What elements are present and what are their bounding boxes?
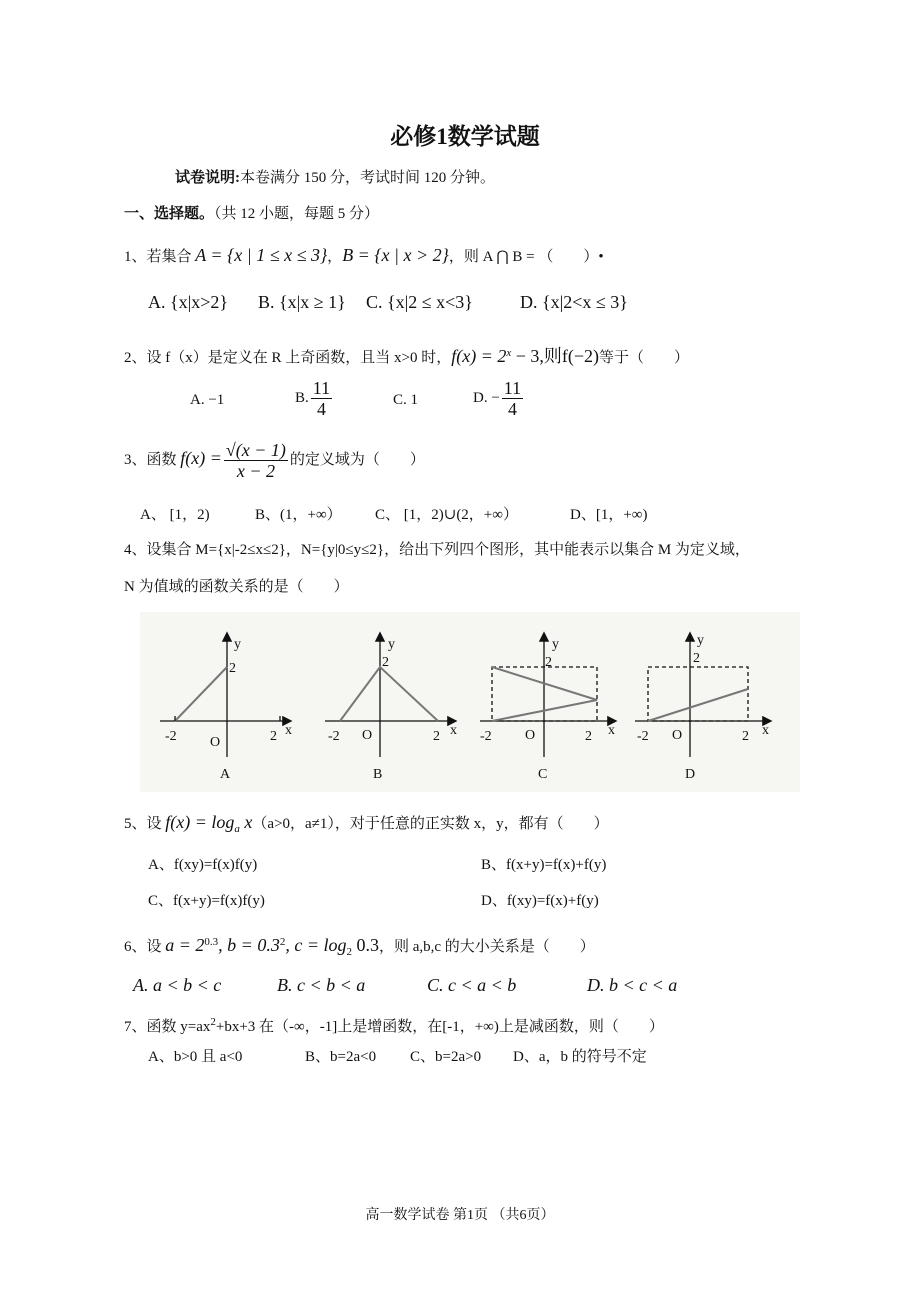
q3-lhs: f(x) =	[180, 447, 222, 468]
graph-b-tick-pos: 2	[433, 729, 440, 744]
graph-d-tick-y: 2	[693, 651, 700, 666]
q2-option-b-label: B.	[295, 389, 309, 406]
denominator: 4	[507, 399, 517, 419]
section-label: 一、选择题。	[124, 206, 215, 222]
graph-d-label: D	[685, 767, 696, 782]
note-text: 本卷满分 150 分，考试时间 120 分钟。	[240, 170, 496, 186]
graph-b-label: B	[373, 767, 383, 782]
question-4-line-2: N 为值域的函数关系的是（ ）	[124, 579, 349, 595]
q2-option-a: A. −1	[190, 392, 225, 408]
page-title: 必修1数学试题	[390, 124, 540, 149]
q6-a: a = 2	[165, 935, 205, 955]
q1-option-a: A. {x|x>2}	[148, 292, 229, 312]
q6-c-base: 2	[346, 946, 352, 958]
graph-c-tick-neg: -2	[480, 729, 492, 744]
q5-option-c: C、f(x+y)=f(x)f(y)	[148, 893, 265, 909]
q6-stem: 6、设	[124, 939, 166, 955]
graph-d-origin: O	[672, 728, 683, 743]
q3-fraction	[224, 440, 288, 481]
q5-stem: 5、设	[124, 816, 166, 832]
question-7	[124, 1012, 664, 1037]
q7-option-d: D、a，b 的符号不定	[513, 1049, 647, 1065]
q6-c-arg: 0.3	[351, 935, 379, 955]
q3-stem: 3、函数	[124, 451, 181, 468]
graph-c-label: C	[538, 767, 548, 782]
q2-option-d-fraction	[502, 378, 523, 419]
q3-option-c: C、 [1，2)∪(2，+∞）	[375, 507, 518, 523]
section-text: （共 12 小题，每题 5 分）	[214, 206, 380, 222]
q1-set-b: B = {x | x > 2}	[342, 245, 449, 265]
graph-c-y-label: y	[552, 637, 559, 652]
q1-tail: ，则 A ⋂ B = （ ）•	[448, 249, 604, 265]
graph-b-x-label: x	[450, 723, 457, 738]
q4-graphs	[140, 612, 800, 792]
graph-d-y-label: y	[697, 633, 704, 648]
graph-c-origin: O	[525, 728, 536, 743]
q1-option-b: B. {x|x ≥ 1}	[258, 292, 346, 312]
graph-b-y-label: y	[388, 637, 395, 652]
numerator: 11	[312, 378, 331, 398]
q5-option-d: D、f(xy)=f(x)+f(y)	[481, 893, 599, 909]
numerator: 11	[503, 378, 522, 398]
graph-d-tick-neg: -2	[637, 729, 649, 744]
graph-b-tick-y: 2	[382, 655, 389, 670]
q6-option-a: A. a < b < c	[133, 975, 222, 995]
q2-option-b-fraction	[311, 378, 332, 419]
denominator: x − 2	[236, 461, 275, 481]
q1-set-a: A = {x | 1 ≤ x ≤ 3}	[195, 245, 328, 265]
q6-tail: ，则 a,b,c 的大小关系是（ ）	[378, 939, 595, 955]
graph-b-tick-neg: -2	[328, 729, 340, 744]
graph-c-tick-pos: 2	[585, 729, 592, 744]
graph-a-label: A	[220, 767, 231, 782]
q2-formula: f(x) = 2	[451, 346, 507, 366]
q7-option-a: A、b>0 且 a<0	[148, 1049, 243, 1065]
q2-option-b	[295, 378, 334, 419]
q7-exp: 2	[210, 1016, 216, 1028]
q6-c: , c = log	[285, 935, 347, 955]
q1-stem: 1、若集合	[124, 249, 196, 265]
q3-tail: 的定义域为（ ）	[289, 451, 425, 468]
graph-c-x-label: x	[608, 723, 615, 738]
q4-graph-figure	[140, 612, 800, 792]
denominator: 4	[316, 399, 326, 419]
q6-a-exp: 0.3	[204, 936, 219, 948]
q7-stem: 7、函数 y=ax	[124, 1019, 211, 1035]
exam-note	[175, 168, 495, 188]
graph-d-tick-pos: 2	[742, 729, 749, 744]
graph-b-origin: O	[362, 728, 373, 743]
q5-formula: f(x) = log	[165, 812, 235, 832]
question-1	[124, 245, 604, 267]
graph-c-tick-y: 2	[545, 655, 552, 670]
graph-a-tick-y: 2	[229, 661, 236, 676]
q6-option-b: B. c < b < a	[277, 975, 366, 995]
q1-sep: ，	[327, 249, 343, 265]
q2-stem: 2、设 f（x）是定义在 R 上奇函数，且当 x>0 时，	[124, 350, 452, 366]
q7-option-b: B、b=2a<0	[305, 1049, 377, 1065]
q6-option-c: C. c < a < b	[427, 975, 517, 995]
numerator: √(x − 1)	[225, 440, 286, 460]
question-5	[124, 812, 609, 839]
q3-option-d: D、[1，+∞)	[570, 507, 648, 523]
q6-b-exp: 2	[279, 936, 286, 948]
q3-option-b: B、(1，+∞）	[255, 507, 342, 523]
q5-log-base: a	[234, 823, 240, 835]
q5-option-b: B、f(x+y)=f(x)+f(y)	[481, 857, 607, 873]
q7-tail: +bx+3 在（-∞，-1]上是增函数，在[-1，+∞)上是减函数，则（ ）	[215, 1019, 664, 1035]
q1-option-d: D. {x|2<x ≤ 3}	[520, 292, 628, 312]
q2-exp: x	[506, 347, 512, 359]
question-6	[124, 932, 595, 962]
q5-option-a: A、f(xy)=f(x)f(y)	[148, 857, 258, 873]
graph-d-x-label: x	[762, 723, 769, 738]
q2-option-d-label: D. −	[473, 389, 500, 406]
q5-tail: （a>0，a≠1），对于任意的正实数 x，y，都有（ ）	[252, 816, 609, 832]
graph-a-x-label: x	[285, 723, 292, 738]
q2-tail: 等于（ ）	[599, 350, 690, 366]
q3-option-a: A、 [1，2)	[140, 507, 210, 523]
q2-option-d	[473, 378, 525, 419]
page-footer: 高一数学试卷 第1页 （共6页）	[365, 1208, 555, 1223]
q1-option-c: C. {x|2 ≤ x<3}	[366, 292, 473, 312]
q6-option-d: D. b < c < a	[587, 975, 678, 995]
question-2	[124, 343, 689, 368]
q2-option-c: C. 1	[393, 392, 419, 408]
graph-a-origin: O	[210, 735, 221, 750]
q2-formula-rest: − 3,则f(−2)	[511, 346, 600, 366]
section-heading	[124, 204, 379, 224]
question-4-line-1: 4、设集合 M={x|-2≤x≤2}，N={y|0≤y≤2}，给出下列四个图形，其中能表示以集合 M 为定义域，	[124, 542, 750, 558]
graph-a-y-label: y	[234, 637, 241, 652]
note-label: 试卷说明:	[175, 170, 240, 186]
q6-b: , b = 0.3	[218, 935, 280, 955]
q7-option-c: C、b=2a>0	[410, 1049, 482, 1065]
graph-a-tick-neg: -2	[165, 729, 177, 744]
graph-a-tick-pos: 2	[270, 729, 277, 744]
graph-d	[635, 634, 770, 757]
graph-c	[480, 634, 615, 757]
q5-formula-rest: x	[239, 812, 253, 832]
question-3	[124, 440, 425, 481]
